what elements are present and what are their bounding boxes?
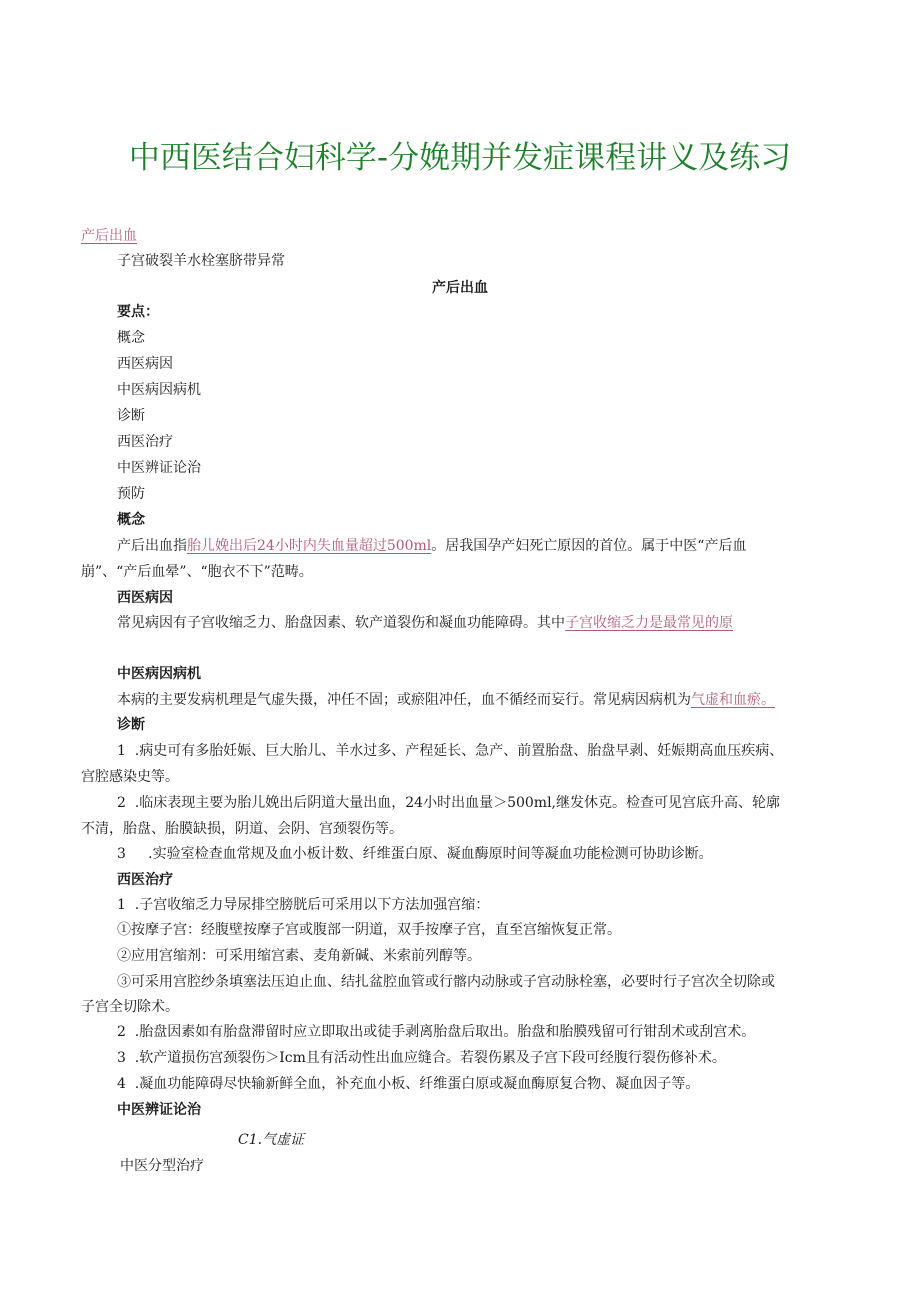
diagnosis-item-1-line2: 宫腔感染史等。 [81,769,179,785]
tcm-cause-highlight: 气虚和血瘀。 [691,692,775,708]
western-cause-highlight: 子宫收缩乏力是最常见的原 [565,615,733,631]
western-cause-prefix: 常见病因有子宫收缩乏力、胎盘因素、软产道裂伤和凝血功能障碍。其中 [117,615,565,631]
section-title: 产后出血 [432,280,488,296]
diagnosis-item-2-line2: 不清，胎盘、胎膜缺损，阴道、会阴、宫颈裂伤等。 [81,821,403,837]
diagnosis-heading: 诊断 [117,717,145,733]
western-treatment-heading: 西医治疗 [117,872,173,888]
concept-heading: 概念 [117,512,145,528]
concept-highlight: 胎儿娩出后24小时内失血量超过500ml [187,538,432,554]
concept-suffix: 。居我国孕产妇死亡原因的首位。属于中医“产后血 [431,538,747,554]
western-treatment-item-4: 4 .凝血功能障碍尽快输新鲜全血，补充血小板、纤维蛋白原或凝血酶原复合物、凝血因子等。 [117,1076,700,1092]
diagnosis-item-1-line1: 1 .病史可有多胎妊娠、巨大胎儿、羊水过多、产程延长、急产、前置胎盘、胎盘早剥、妊娠期高血压疾病、 [117,743,784,759]
western-treatment-sub-3-line2: 子宫全切除术。 [81,999,179,1015]
key-points-heading: 要点： [117,304,159,320]
diagnosis-item-3: 3 .实验室检查血常规及血小板计数、纤维蛋白原、凝血酶原时间等凝血功能检测可协助诊断。 [117,846,713,862]
concept-paragraph-line1 [117,536,746,556]
key-point-item: 概念 [117,330,145,346]
key-point-item: 中医辨证论治 [117,460,201,476]
key-point-item: 中医病因病机 [117,382,201,398]
key-point-item: 西医治疗 [117,434,173,450]
western-treatment-item-3: 3 .软产道损伤宫颈裂伤＞Icm且有活动性出血应缝合。若裂伤累及子宫下段可经腹行裂伤修补术。 [117,1050,726,1066]
tcm-cause-prefix: 本病的主要发病机理是气虚失摄，冲任不固；或瘀阻冲任，血不循经而妄行。常见病因病机为 [117,692,691,708]
concept-prefix: 产后出血指 [117,538,187,554]
key-point-item: 诊断 [117,408,145,424]
western-cause-heading: 西医病因 [117,590,173,606]
tcm-cause-heading: 中医病因病机 [117,666,201,682]
tcm-treatment-label: 中医分型治疗 [120,1158,204,1174]
key-point-item: 西医病因 [117,356,173,372]
nav-subtopics: 子宫破裂羊水栓塞脐带异常 [117,253,285,269]
concept-paragraph-line2: 崩”、“产后血晕”、“胞衣不下”范畴。 [81,564,313,580]
western-cause-paragraph [117,613,733,633]
tcm-cause-paragraph [117,690,775,710]
nav-link-postpartum-hemorrhage[interactable]: 产后出血 [81,228,137,244]
key-point-item: 预防 [117,486,145,502]
western-treatment-item-1: 1 .子宫收缩乏力导尿排空膀胱后可采用以下方法加强宫缩： [117,897,490,913]
western-treatment-item-2: 2 .胎盘因素如有胎盘滞留时应立即取出或徒手剥离胎盘后取出。胎盘和胎膜残留可行钳刮术或刮宫术。 [117,1024,756,1040]
western-treatment-sub-1: ①按摩子宫：经腹壁按摩子宫或腹部一阴道，双手按摩子宫，直至宫缩恢复正常。 [117,922,621,938]
document-title: 中西医结合妇科学-分娩期并发症课程讲义及练习 [128,140,792,176]
tcm-type-1: C1.气虚证 [238,1132,305,1148]
diagnosis-item-2-line1: 2 .临床表现主要为胎儿娩出后阴道大量出血，24小时出血量＞500ml,继发休克。检查可见宫底升高、轮廓 [117,795,780,811]
western-treatment-sub-3-line1: ③可采用宫腔纱条填塞法压迫止血、结扎盆腔血管或行髂内动脉或子宫动脉栓塞，必要时行子宫次全切除或 [117,974,775,990]
tcm-treatment-heading: 中医辨证论治 [117,1102,201,1118]
western-treatment-sub-2: ②应用宫缩剂：可采用缩宫素、麦角新碱、米索前列醇等。 [117,948,481,964]
